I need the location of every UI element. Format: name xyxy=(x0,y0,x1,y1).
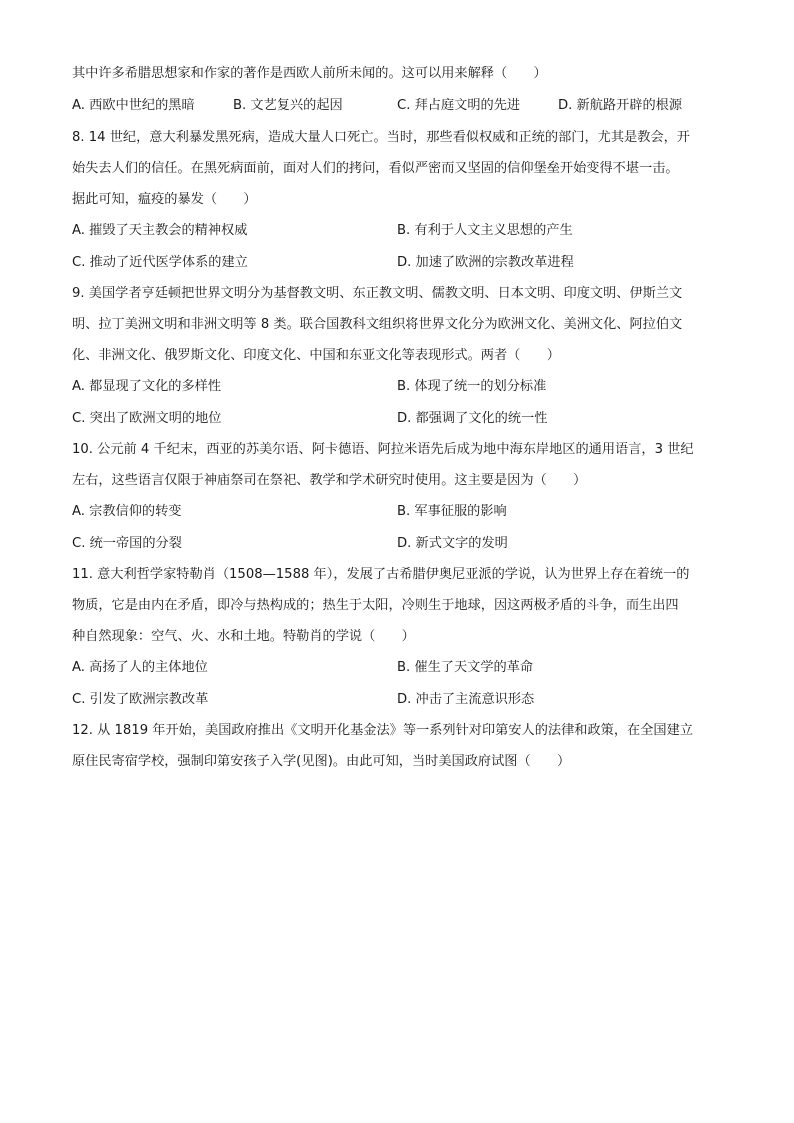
q7-stem-line-1: 其中许多希腊思想家和作家的著作是西欧人前所未闻的。这可以用来解释（ ） xyxy=(72,66,547,81)
q9-stem-line-3: 化、非洲文化、俄罗斯文化、印度文化、中国和东亚文化等表现形式。两者（ ） xyxy=(72,348,560,363)
q8-option-b: B. 有利于人文主义思想的产生 xyxy=(397,223,573,238)
q10-option-d: D. 新式文字的发明 xyxy=(397,536,508,551)
q8-option-a: A. 摧毁了天主教会的精神权威 xyxy=(72,223,248,238)
q8-option-d: D. 加速了欧洲的宗教改革进程 xyxy=(397,255,574,270)
q11-option-b: B. 催生了天文学的革命 xyxy=(397,660,534,675)
q9-option-b: B. 体现了统一的划分标准 xyxy=(397,379,547,394)
q10-stem-line-1: 10. 公元前 4 千纪末，西亚的苏美尔语、阿卡德语、阿拉米语先后成为地中海东岸地区的通用语言，3 世纪 xyxy=(72,442,694,457)
q11-stem-line-3: 种自然现象：空气、火、水和土地。特勒肖的学说（ ） xyxy=(72,629,415,644)
q8-stem-line-2: 始失去人们的信任。在黑死病面前，面对人们的拷问，看似严密而又坚固的信仰堡垒开始变得不堪一击。 xyxy=(72,161,679,176)
q7-option-c: C. 拜占庭文明的先进 xyxy=(397,98,521,113)
q7-option-a: A. 西欧中世纪的黑暗 xyxy=(72,98,195,113)
q8-stem-line-1: 8. 14 世纪，意大利暴发黑死病，造成大量人口死亡。当时，那些看似权威和正统的部门，尤其是教会，开 xyxy=(72,130,690,145)
q8-stem-line-3: 据此可知，瘟疫的暴发（ ） xyxy=(72,192,257,207)
q8-option-c: C. 推动了近代医学体系的建立 xyxy=(72,255,248,270)
q9-stem-line-1: 9. 美国学者亨廷顿把世界文明分为基督教文明、东正教文明、儒教文明、日本文明、印度文明、伊斯兰文 xyxy=(72,286,683,301)
q9-stem-line-2: 明、拉丁美洲文明和非洲文明等 8 类。联合国教科文组织将世界文化分为欧洲文化、美洲文化、阿拉伯文 xyxy=(72,317,683,332)
q7-option-d: D. 新航路开辟的根源 xyxy=(558,98,683,113)
q10-stem-line-2: 左右，这些语言仅限于神庙祭司在祭祀、教学和学术研究时使用。这主要是因为（ ） xyxy=(72,473,587,488)
q11-stem-line-2: 物质，它是由内在矛盾，即冷与热构成的；热生于太阳，冷则生于地球，因这两极矛盾的斗争，而生出四 xyxy=(72,598,679,613)
q10-option-c: C. 统一帝国的分裂 xyxy=(72,536,182,551)
q9-option-c: C. 突出了欧洲文明的地位 xyxy=(72,411,222,426)
q11-option-c: C. 引发了欧洲宗教改革 xyxy=(72,692,209,707)
q11-stem-line-1: 11. 意大利哲学家特勒肖（1508—1588 年），发展了古希腊伊奥尼亚派的学说，认为世界上存在着统一的 xyxy=(72,567,690,582)
q12-stem-line-1: 12. 从 1819 年开始，美国政府推出《文明开化基金法》等一系列针对印第安人的法律和政策，在全国建立 xyxy=(72,723,693,738)
q10-option-a: A. 宗教信仰的转变 xyxy=(72,504,182,519)
q9-option-a: A. 都显现了文化的多样性 xyxy=(72,379,222,394)
q11-option-d: D. 冲击了主流意识形态 xyxy=(397,692,535,707)
q9-option-d: D. 都强调了文化的统一性 xyxy=(397,411,548,426)
q12-stem-line-2: 原住民寄宿学校，强制印第安孩子入学(见图)。由此可知，当时美国政府试图（ ） xyxy=(72,754,571,769)
q10-option-b: B. 军事征服的影响 xyxy=(397,504,507,519)
q7-option-b: B. 文艺复兴的起因 xyxy=(233,98,343,113)
q11-option-a: A. 高扬了人的主体地位 xyxy=(72,660,208,675)
